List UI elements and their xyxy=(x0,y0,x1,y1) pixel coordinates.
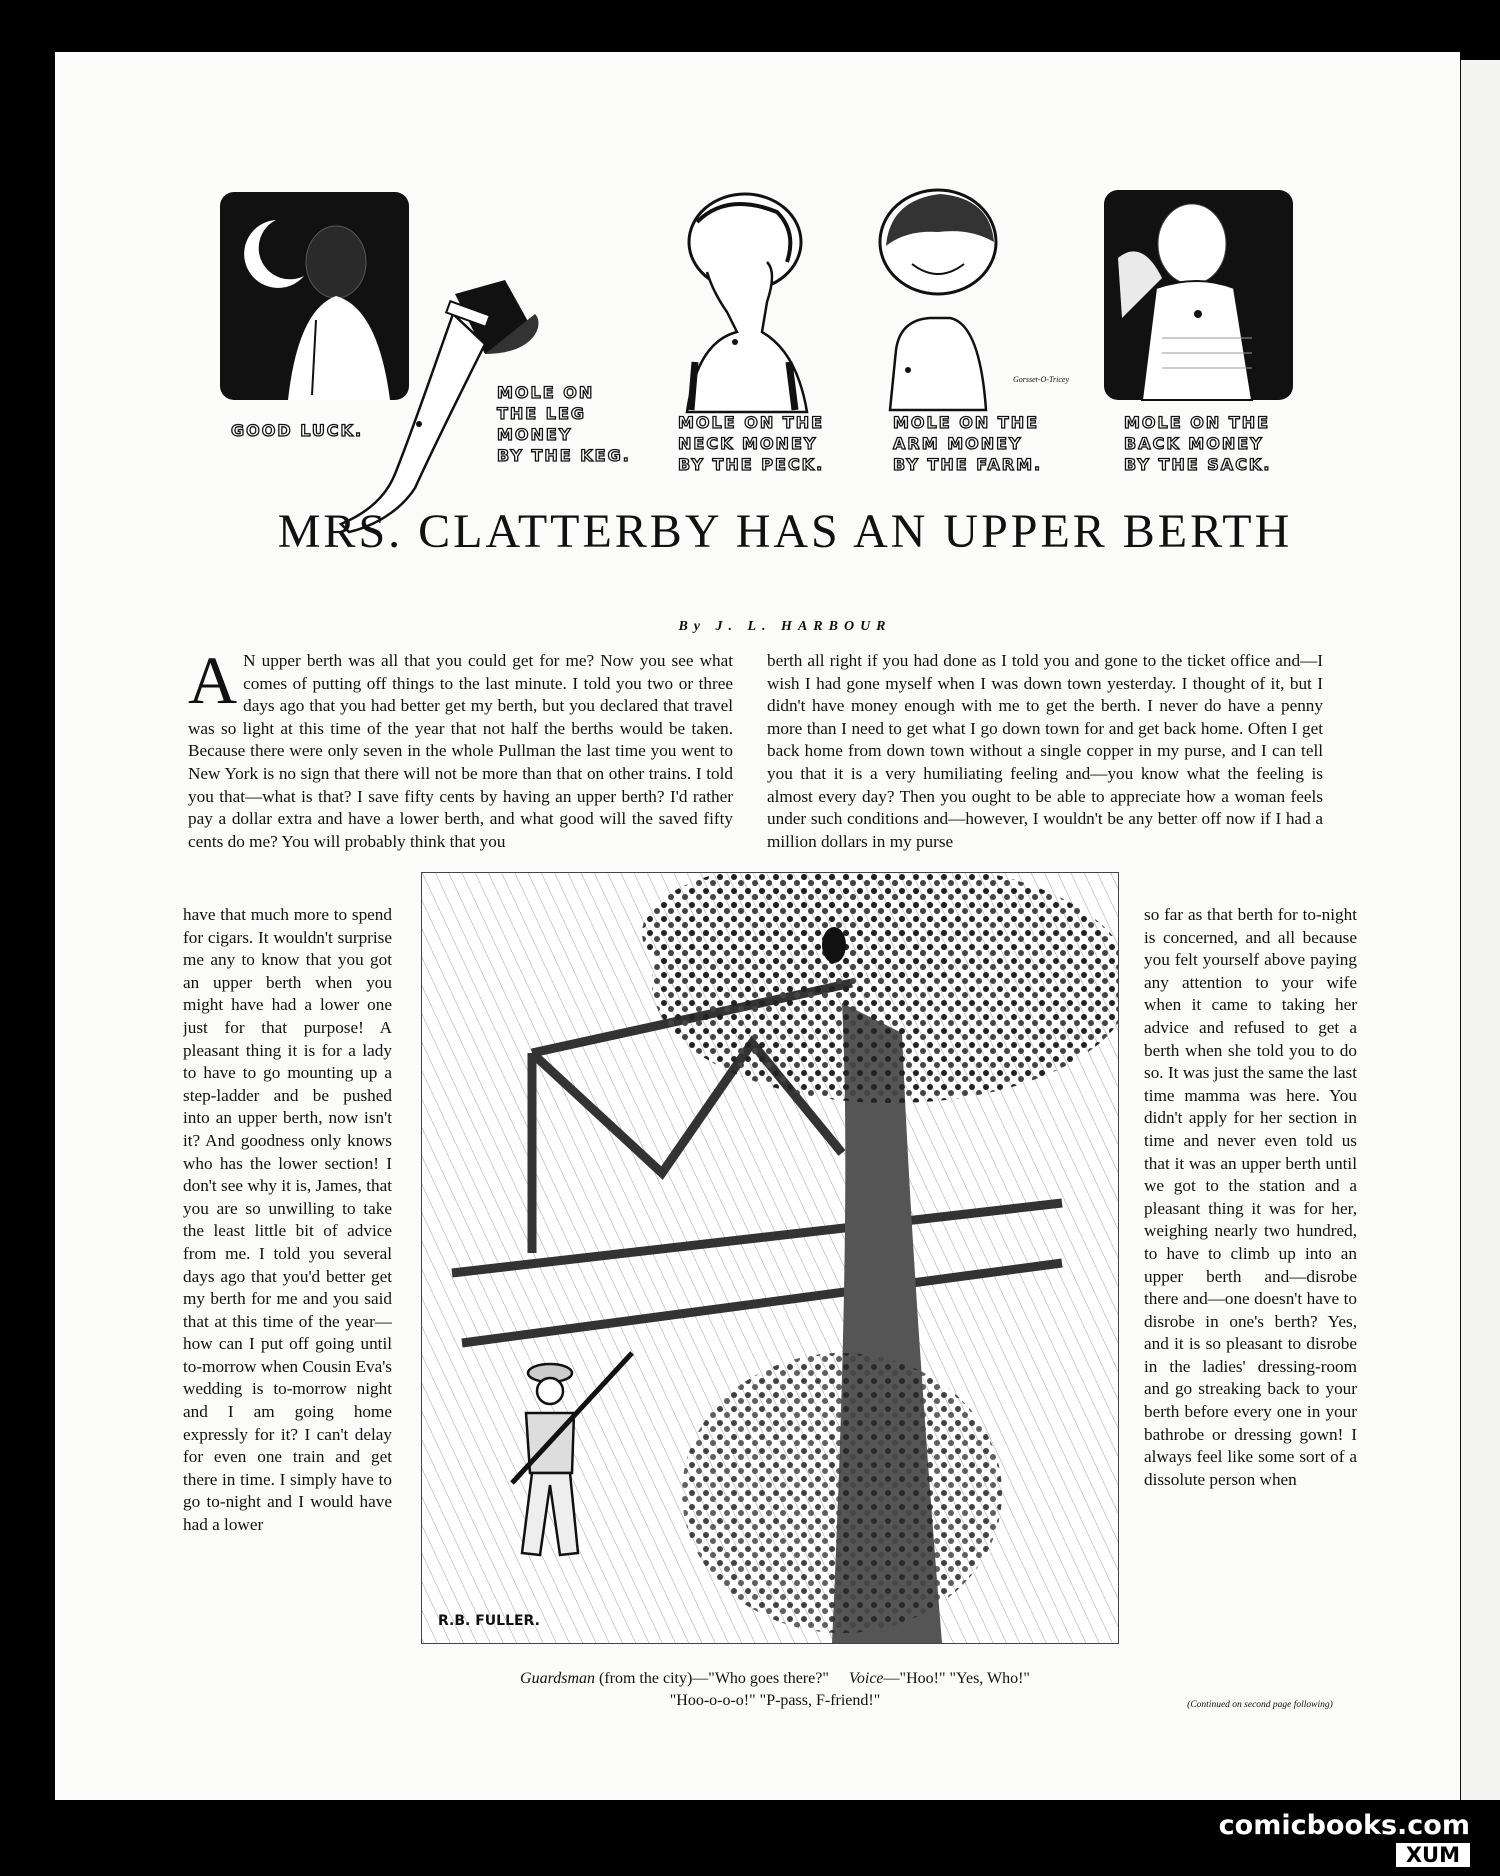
magazine-page xyxy=(55,52,1460,1800)
caption-leg: MOLE ON THE LEG MONEY BY THE KEG. xyxy=(497,383,631,465)
article-title: MRS. CLATTERBY HAS AN UPPER BERTH xyxy=(277,505,1293,558)
caption-good-luck: GOOD LUCK. xyxy=(231,421,364,440)
caption-line2: "Hoo-o-o-o!" "P-pass, F-friend!" xyxy=(669,1692,881,1709)
paragraph-right-column: so far as that berth for to-night is concerned, and all because you felt yourself above paying any attention to your wife when it came to taking her advice and refused to get a berth when she told you to do so. It was just the same the last time mamma was here. You didn't apply for her section in time and never even told us that it was an upper berth until we got to the station and a pleasant thing it was for her, weighing nearly two hundred, to have to climb up into an upper berth and—disrobe there and—one doesn't have to disrobe in one's berth? Yes, and it is so pleasant to disrobe in the ladies' dressing-room and go streaking back to your berth before every one in your bathrobe or dressing gown! I always feel like some sort of a dissolute person when xyxy=(1144,905,1357,1489)
paragraph-top-right: berth all right if you had done as I told you and gone to the ticket office and—I wish I had gone myself when I was down town yesterday. I thought of it, but I didn't have money enough with me to get the berth. I never do have a penny more than I need to get what I go down town for and get back home. Often I get back home from down town without a single copper in my purse, and I can tell you that it is a very humiliating feeling and—you know what the feeling is almost every day? Then you ought to be able to appreciate how a woman feels under such conditions and—however, I wouldn't be any better off now if I had a million dollars in my purse xyxy=(767,651,1323,851)
watermark-site: comicbooks.com xyxy=(1218,1810,1470,1841)
artist-signature: Gorsset-O-Tricey xyxy=(1013,375,1069,384)
illustration-caption xyxy=(425,1668,1125,1712)
caption-speaker-voice: Voice xyxy=(848,1670,884,1687)
caption-line1-a: (from the city)—"Who goes there?" xyxy=(595,1670,829,1687)
caption-back: MOLE ON THE BACK MONEY BY THE SACK. xyxy=(1124,413,1272,474)
paragraph-top-left xyxy=(188,650,733,902)
caption-arm: MOLE ON THE ARM MONEY BY THE FARM. xyxy=(893,413,1043,474)
drop-cap: A xyxy=(188,650,238,718)
caption-neck: MOLE ON THE NECK MONEY BY THE PECK. xyxy=(678,413,825,474)
byline: By J. L. HARBOUR xyxy=(678,619,892,634)
watermark-badge: XUM xyxy=(1396,1843,1470,1867)
paragraph-left-column: have that much more to spend for cigars. It wouldn't surprise me any to know that you got an upper berth when you might have had a lower one just for that purpose! A pleasant thing it is for a lady to have to go mounting up a step-ladder and be pushed into an upper berth, now isn't it? And goodness only knows who has the lower section! I don't see why it is, James, that you are so unwilling to take the least little bit of advice from me. I told you several days ago that you'd better get my berth for me and you said that at this time of the year—how can I put off going until to-morrow when Cousin Eva's wedding is to-morrow night and I am going home expressly for it? I can't delay for even one train and get there in time. I simply have to go to-night and I would have had a lower xyxy=(183,905,392,1535)
guardsman-illustration xyxy=(421,872,1119,1644)
continued-note: (Continued on second page following) xyxy=(1187,1700,1333,1710)
paragraph-top-left-text: N upper berth was all that you could get for me? Now you see what comes of putting off things to the last minute. I told you two or three days ago that you had better get my berth, but you declared that travel was so light at this time of the year that not half the berths would be taken. Because there were only seven in the whole Pullman the last time you went to New York is no sign that there will not be more than that on other trains. I told you that—what is that? I save fifty cents by having an upper berth? I'd rather pay a dollar extra and have a lower berth, and what good will the saved fifty cents do me? You will probably think that you xyxy=(188,651,733,851)
watermark xyxy=(1200,1810,1470,1867)
panel-back-image xyxy=(1102,188,1295,402)
caption-line1-b: —"Hoo!" "Yes, Who!" xyxy=(883,1670,1030,1687)
facing-page-edge xyxy=(1458,60,1500,1800)
caption-speaker-guardsman: Guardsman xyxy=(520,1670,595,1687)
illustrator-signature: R.B. FULLER. xyxy=(438,1613,540,1629)
